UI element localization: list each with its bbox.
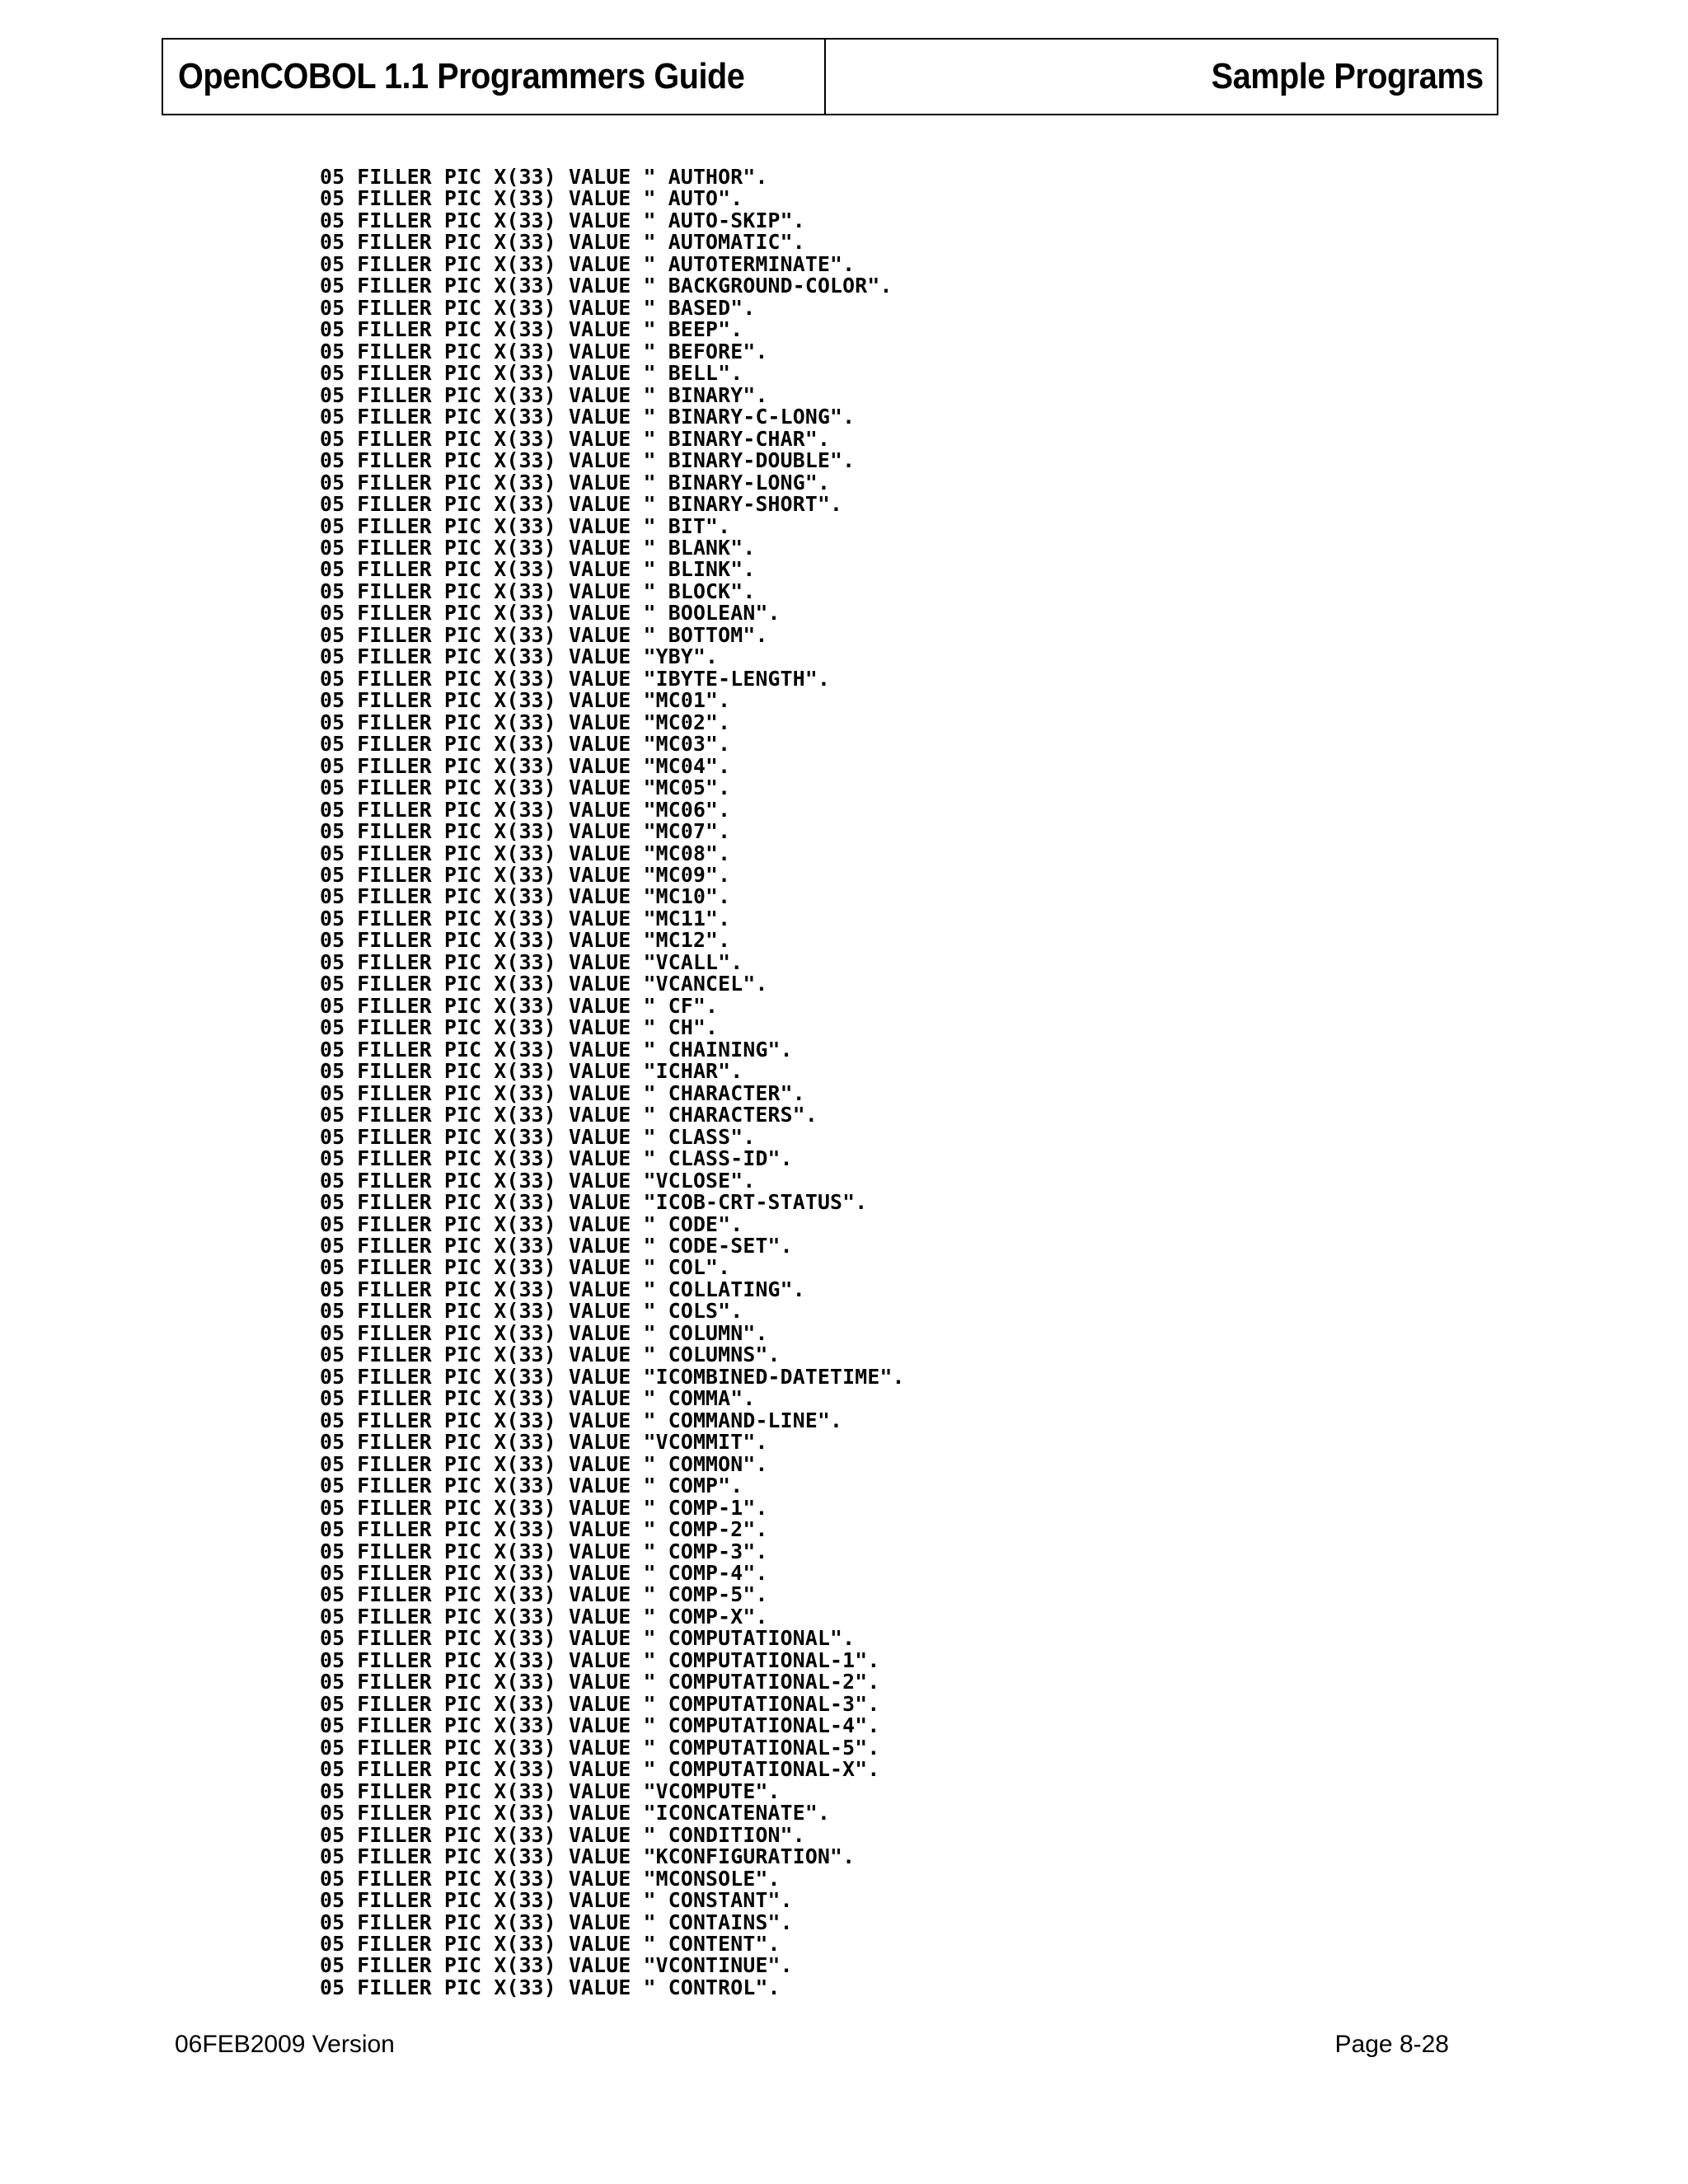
code-line: 05 FILLER PIC X(33) VALUE " CHARACTERS". [320, 1103, 818, 1127]
code-line: 05 FILLER PIC X(33) VALUE "MC05". [320, 776, 731, 800]
code-line: 05 FILLER PIC X(33) VALUE " CLASS-ID". [320, 1146, 793, 1171]
code-line: 05 FILLER PIC X(33) VALUE "VCOMPUTE". [320, 1779, 781, 1803]
code-line: 05 FILLER PIC X(33) VALUE " BLINK". [320, 557, 756, 582]
code-line: 05 FILLER PIC X(33) VALUE " COMP". [320, 1474, 743, 1498]
code-line: 05 FILLER PIC X(33) VALUE " BASED". [320, 295, 756, 320]
code-line: 05 FILLER PIC X(33) VALUE " COMP-3". [320, 1539, 768, 1563]
code-line: 05 FILLER PIC X(33) VALUE "MC06". [320, 797, 731, 822]
code-line: 05 FILLER PIC X(33) VALUE " BOOLEAN". [320, 601, 781, 626]
code-line: 05 FILLER PIC X(33) VALUE "MC09". [320, 863, 731, 887]
code-line: 05 FILLER PIC X(33) VALUE " BIT". [320, 513, 731, 538]
code-line: 05 FILLER PIC X(33) VALUE " AUTO". [320, 186, 743, 211]
code-line: 05 FILLER PIC X(33) VALUE " CONSTANT". [320, 1888, 793, 1913]
code-line: 05 FILLER PIC X(33) VALUE " COMPUTATIONAL-1". [320, 1647, 880, 1672]
code-line: 05 FILLER PIC X(33) VALUE "VCONTINUE". [320, 1953, 793, 1978]
code-line: 05 FILLER PIC X(33) VALUE " COL". [320, 1255, 731, 1280]
code-line: 05 FILLER PIC X(33) VALUE " BINARY-CHAR". [320, 426, 831, 451]
code-line: 05 FILLER PIC X(33) VALUE "ICHAR". [320, 1059, 743, 1084]
header-right-cell [826, 40, 1497, 114]
code-line: 05 FILLER PIC X(33) VALUE " BINARY". [320, 382, 768, 407]
code-line: 05 FILLER PIC X(33) VALUE " COMMON". [320, 1451, 768, 1476]
code-line: 05 FILLER PIC X(33) VALUE " COMP-2". [320, 1517, 768, 1542]
code-line: 05 FILLER PIC X(33) VALUE " BACKGROUND-COLOR". [320, 274, 893, 298]
code-line: 05 FILLER PIC X(33) VALUE " COMPUTATIONAL". [320, 1626, 856, 1651]
code-line: 05 FILLER PIC X(33) VALUE " BINARY-LONG". [320, 470, 831, 494]
code-line: 05 FILLER PIC X(33) VALUE " CH". [320, 1015, 719, 1040]
code-line: 05 FILLER PIC X(33) VALUE "MC01". [320, 688, 731, 713]
code-line: 05 FILLER PIC X(33) VALUE " CHARACTER". [320, 1080, 805, 1105]
page-header [162, 38, 1498, 115]
code-line: 05 FILLER PIC X(33) VALUE " COMPUTATIONAL-3". [320, 1691, 880, 1716]
code-listing [320, 166, 911, 1999]
code-line: 05 FILLER PIC X(33) VALUE " CONTROL". [320, 1975, 781, 1999]
code-line: 05 FILLER PIC X(33) VALUE " COLLATING". [320, 1277, 805, 1301]
code-line: 05 FILLER PIC X(33) VALUE " CODE-SET". [320, 1233, 793, 1258]
code-line: 05 FILLER PIC X(33) VALUE " CHAINING". [320, 1037, 793, 1062]
code-line: 05 FILLER PIC X(33) VALUE "ICONCATENATE". [320, 1801, 831, 1825]
code-line: 05 FILLER PIC X(33) VALUE "MC07". [320, 819, 731, 844]
code-line: 05 FILLER PIC X(33) VALUE " COMPUTATIONAL-2". [320, 1670, 880, 1694]
code-line: 05 FILLER PIC X(33) VALUE " COMPUTATIONAL-4". [320, 1713, 880, 1738]
code-line: 05 FILLER PIC X(33) VALUE " BLOCK". [320, 579, 756, 603]
code-line: 05 FILLER PIC X(33) VALUE " BLANK". [320, 535, 756, 560]
code-line: 05 FILLER PIC X(33) VALUE " CODE". [320, 1212, 743, 1236]
code-line: 05 FILLER PIC X(33) VALUE "MC04". [320, 753, 731, 778]
code-line: 05 FILLER PIC X(33) VALUE "MCONSOLE". [320, 1866, 781, 1891]
code-line: 05 FILLER PIC X(33) VALUE "YBY". [320, 644, 719, 669]
code-line: 05 FILLER PIC X(33) VALUE "MC11". [320, 906, 731, 930]
code-line: 05 FILLER PIC X(33) VALUE "ICOB-CRT-STATUS". [320, 1190, 868, 1215]
code-line: 05 FILLER PIC X(33) VALUE "IBYTE-LENGTH". [320, 666, 831, 691]
document-title: OpenCOBOL 1.1 Programmers Guide [178, 56, 745, 96]
code-line: 05 FILLER PIC X(33) VALUE "VCALL". [320, 949, 743, 974]
code-line: 05 FILLER PIC X(33) VALUE " BELL". [320, 361, 743, 386]
code-line: 05 FILLER PIC X(33) VALUE "MC10". [320, 884, 731, 909]
code-line: 05 FILLER PIC X(33) VALUE " BEEP". [320, 317, 743, 342]
code-line: 05 FILLER PIC X(33) VALUE "VCOMMIT". [320, 1430, 768, 1455]
code-line: 05 FILLER PIC X(33) VALUE " AUTOTERMINATE". [320, 251, 856, 276]
footer-page-number: Page 8-28 [1334, 2031, 1449, 2058]
code-line: 05 FILLER PIC X(33) VALUE " COMPUTATIONAL-X". [320, 1757, 880, 1782]
code-line: 05 FILLER PIC X(33) VALUE "KCONFIGURATION". [320, 1844, 856, 1869]
code-line: 05 FILLER PIC X(33) VALUE " COMP-4". [320, 1561, 768, 1585]
code-line: 05 FILLER PIC X(33) VALUE "MC02". [320, 710, 731, 734]
code-line: 05 FILLER PIC X(33) VALUE " COMP-X". [320, 1604, 768, 1629]
header-left-cell [163, 40, 826, 114]
footer-version: 06FEB2009 Version [175, 2031, 395, 2058]
section-title: Sample Programs [1212, 56, 1484, 96]
code-line: 05 FILLER PIC X(33) VALUE " COLS". [320, 1299, 743, 1324]
code-line: 05 FILLER PIC X(33) VALUE " CONTENT". [320, 1931, 781, 1956]
code-line: 05 FILLER PIC X(33) VALUE "ICOMBINED-DATETIME". [320, 1364, 905, 1389]
code-line: 05 FILLER PIC X(33) VALUE " COLUMNS". [320, 1343, 781, 1367]
code-line: 05 FILLER PIC X(33) VALUE " BOTTOM". [320, 622, 768, 647]
code-line: 05 FILLER PIC X(33) VALUE " COMP-5". [320, 1582, 768, 1607]
code-line: 05 FILLER PIC X(33) VALUE " COLUMN". [320, 1320, 768, 1345]
code-line: 05 FILLER PIC X(33) VALUE " AUTOMATIC". [320, 230, 805, 255]
code-line: 05 FILLER PIC X(33) VALUE "MC08". [320, 841, 731, 865]
code-line: 05 FILLER PIC X(33) VALUE " COMPUTATIONAL-5". [320, 1735, 880, 1760]
code-line: 05 FILLER PIC X(33) VALUE "MC12". [320, 928, 731, 953]
code-line: 05 FILLER PIC X(33) VALUE " CF". [320, 993, 719, 1018]
code-line: 05 FILLER PIC X(33) VALUE " AUTHOR". [320, 165, 768, 189]
code-line: 05 FILLER PIC X(33) VALUE " CONDITION". [320, 1822, 805, 1847]
code-line: 05 FILLER PIC X(33) VALUE " COMMAND-LINE". [320, 1408, 843, 1432]
code-line: 05 FILLER PIC X(33) VALUE " COMP-1". [320, 1495, 768, 1520]
code-line: 05 FILLER PIC X(33) VALUE " BINARY-DOUBLE". [320, 448, 856, 473]
code-line: 05 FILLER PIC X(33) VALUE " BINARY-SHORT". [320, 492, 843, 517]
code-line: 05 FILLER PIC X(33) VALUE " CLASS". [320, 1124, 756, 1149]
code-line: 05 FILLER PIC X(33) VALUE " AUTO-SKIP". [320, 208, 805, 232]
code-line: 05 FILLER PIC X(33) VALUE " CONTAINS". [320, 1910, 793, 1934]
code-line: 05 FILLER PIC X(33) VALUE "VCLOSE". [320, 1168, 756, 1193]
code-line: 05 FILLER PIC X(33) VALUE "VCANCEL". [320, 972, 768, 996]
code-line: 05 FILLER PIC X(33) VALUE " COMMA". [320, 1386, 756, 1411]
code-line: 05 FILLER PIC X(33) VALUE " BINARY-C-LONG". [320, 405, 856, 429]
code-line: 05 FILLER PIC X(33) VALUE "MC03". [320, 732, 731, 757]
code-line: 05 FILLER PIC X(33) VALUE " BEFORE". [320, 339, 768, 363]
